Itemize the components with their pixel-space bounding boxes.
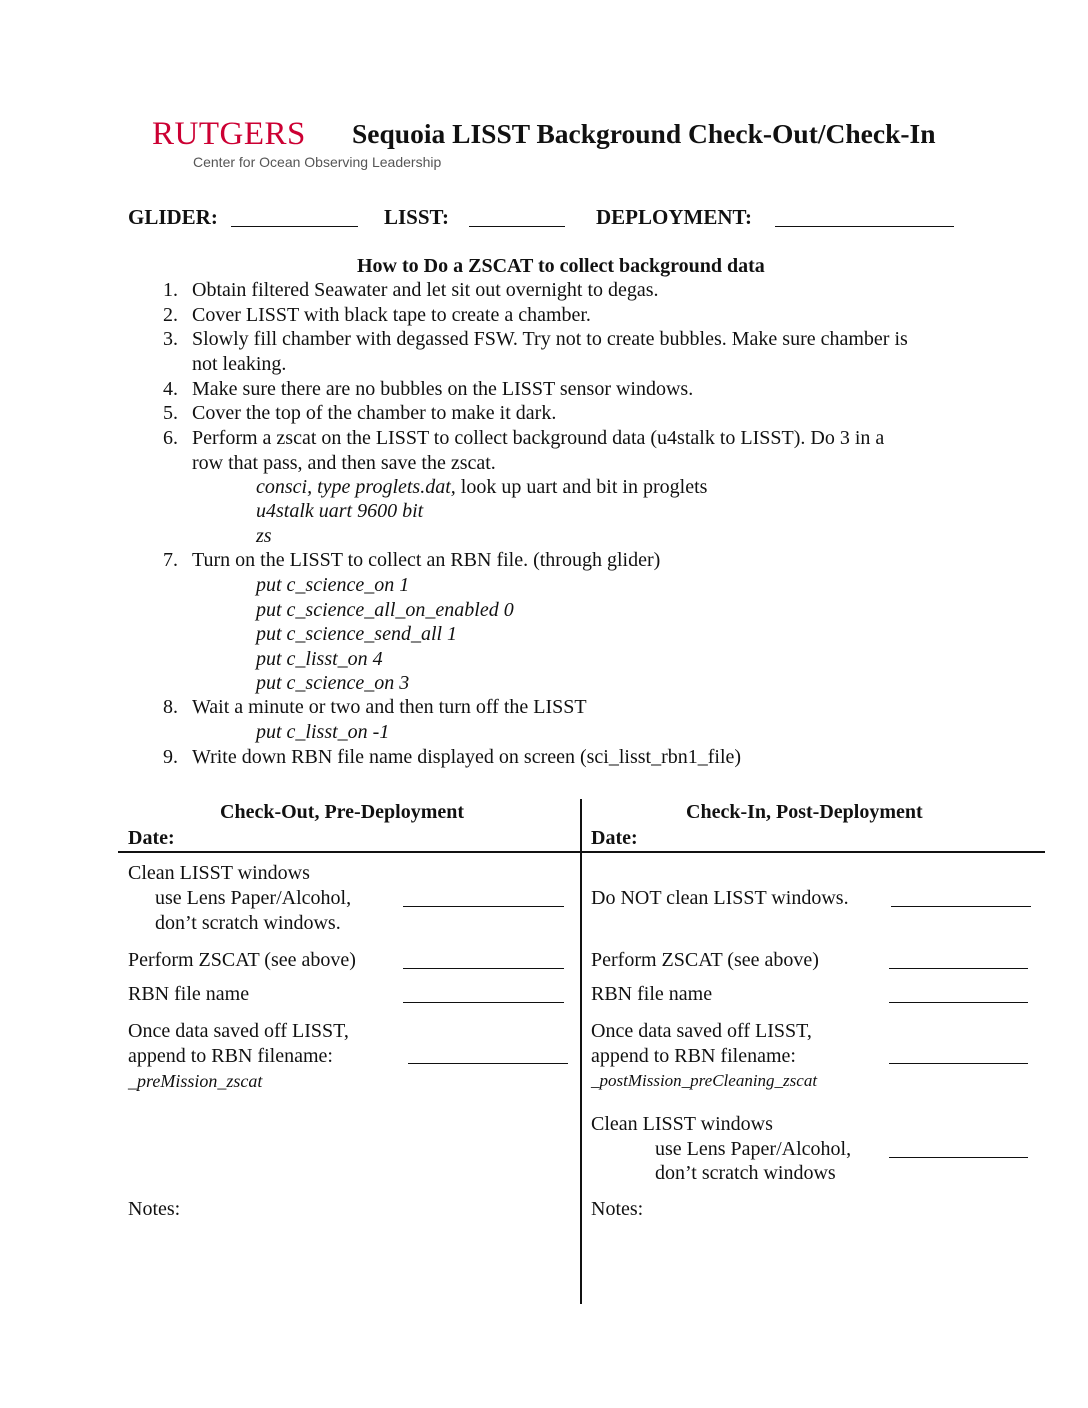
header-divider bbox=[118, 851, 1045, 853]
logo-subtitle: Center for Ocean Observing Leadership bbox=[193, 154, 442, 170]
step-text: Cover the top of the chamber to make it dark. bbox=[192, 402, 557, 424]
command-line: put c_lisst_on 4 bbox=[256, 648, 383, 670]
step-number: 6. bbox=[163, 427, 178, 449]
checkin-rbn-blank[interactable] bbox=[889, 1002, 1028, 1003]
checkout-heading: Check-Out, Pre-Deployment bbox=[220, 801, 465, 823]
checkout-clean-line: use Lens Paper/Alcohol, bbox=[155, 887, 352, 909]
checkin-clean-line: use Lens Paper/Alcohol, bbox=[655, 1138, 852, 1160]
checkout-clean-line: Clean LISST windows bbox=[128, 862, 310, 884]
step-text: Write down RBN file name displayed on screen (sci_lisst_rbn1_file) bbox=[192, 746, 742, 768]
checkin-filename-suffix: _postMission_preCleaning_zscat bbox=[591, 1071, 818, 1090]
command-line: put c_science_all_on_enabled 0 bbox=[256, 599, 514, 621]
step-text: Turn on the LISST to collect an RBN file. (through glider) bbox=[192, 549, 661, 571]
glider-label: GLIDER: bbox=[128, 205, 218, 229]
command-line: u4stalk uart 9600 bit bbox=[256, 500, 424, 522]
step-text: Obtain filtered Seawater and let sit out overnight to degas. bbox=[192, 279, 659, 301]
checkin-append-blank[interactable] bbox=[889, 1063, 1028, 1064]
lisst-label: LISST: bbox=[384, 205, 449, 229]
checkout-date-label: Date: bbox=[128, 827, 175, 849]
checkout-clean-line: don’t scratch windows. bbox=[155, 912, 341, 934]
column-divider bbox=[580, 799, 582, 1304]
checkin-notes-label: Notes: bbox=[591, 1198, 644, 1220]
step-number: 7. bbox=[163, 549, 178, 571]
glider-blank[interactable] bbox=[231, 226, 358, 227]
step-text: Wait a minute or two and then turn off the LISST bbox=[192, 696, 587, 718]
checkin-zscat-blank[interactable] bbox=[889, 968, 1028, 969]
deployment-blank[interactable] bbox=[775, 226, 954, 227]
step-number: 1. bbox=[163, 279, 178, 301]
command-line: put c_science_on 3 bbox=[256, 672, 410, 694]
step-text: Make sure there are no bubbles on the LISST sensor windows. bbox=[192, 378, 694, 400]
checkin-heading: Check-In, Post-Deployment bbox=[686, 801, 923, 823]
checkin-append-line: append to RBN filename: bbox=[591, 1045, 796, 1067]
lisst-blank[interactable] bbox=[469, 226, 565, 227]
step-text: Slowly fill chamber with degassed FSW. Try not to create bubbles. Make sure chamber is bbox=[192, 328, 908, 350]
command-line: zs bbox=[256, 525, 272, 547]
deployment-label: DEPLOYMENT: bbox=[596, 205, 752, 229]
command-line: put c_lisst_on -1 bbox=[256, 721, 390, 743]
command-note: look up uart and bit in proglets bbox=[455, 476, 708, 498]
checkout-rbn-label: RBN file name bbox=[128, 983, 250, 1005]
checkout-append-line: Once data saved off LISST, bbox=[128, 1020, 349, 1042]
checkin-clean-blank[interactable] bbox=[889, 1157, 1028, 1158]
step-text: Cover LISST with black tape to create a chamber. bbox=[192, 304, 591, 326]
command-line bbox=[256, 476, 707, 499]
checkin-zscat-label: Perform ZSCAT (see above) bbox=[591, 949, 819, 971]
procedure-heading: How to Do a ZSCAT to collect background data bbox=[357, 255, 765, 277]
checkout-clean-blank[interactable] bbox=[403, 906, 564, 907]
step-text: Perform a zscat on the LISST to collect background data (u4stalk to LISST). Do 3 in a bbox=[192, 427, 885, 449]
page-title: Sequoia LISST Background Check-Out/Check-In bbox=[352, 118, 936, 149]
checkin-date-label: Date: bbox=[591, 827, 638, 849]
step-text-continued: not leaking. bbox=[192, 353, 287, 375]
checkout-append-blank[interactable] bbox=[408, 1063, 568, 1064]
step-number: 5. bbox=[163, 402, 178, 424]
checkout-zscat-blank[interactable] bbox=[403, 968, 564, 969]
checkin-clean-line: Clean LISST windows bbox=[591, 1113, 773, 1135]
step-number: 9. bbox=[163, 746, 178, 768]
checkin-clean-line: don’t scratch windows bbox=[655, 1162, 836, 1184]
checkout-zscat-label: Perform ZSCAT (see above) bbox=[128, 949, 356, 971]
checkin-rbn-label: RBN file name bbox=[591, 983, 713, 1005]
command-line: put c_science_send_all 1 bbox=[256, 623, 458, 645]
command-italic: consci, type proglets.dat, bbox=[256, 476, 456, 498]
checkout-notes-label: Notes: bbox=[128, 1198, 181, 1220]
checkin-no-clean-blank[interactable] bbox=[891, 906, 1031, 907]
checkin-no-clean-label: Do NOT clean LISST windows. bbox=[591, 887, 849, 909]
rutgers-logo: RUTGERS bbox=[152, 116, 306, 152]
step-number: 4. bbox=[163, 378, 178, 400]
step-number: 2. bbox=[163, 304, 178, 326]
checkout-rbn-blank[interactable] bbox=[403, 1002, 564, 1003]
step-number: 3. bbox=[163, 328, 178, 350]
step-number: 8. bbox=[163, 696, 178, 718]
command-line: put c_science_on 1 bbox=[256, 574, 410, 596]
checkout-filename-suffix: _preMission_zscat bbox=[128, 1071, 263, 1091]
step-text-continued: row that pass, and then save the zscat. bbox=[192, 452, 496, 474]
checkout-append-line: append to RBN filename: bbox=[128, 1045, 333, 1067]
checkin-append-line: Once data saved off LISST, bbox=[591, 1020, 812, 1042]
